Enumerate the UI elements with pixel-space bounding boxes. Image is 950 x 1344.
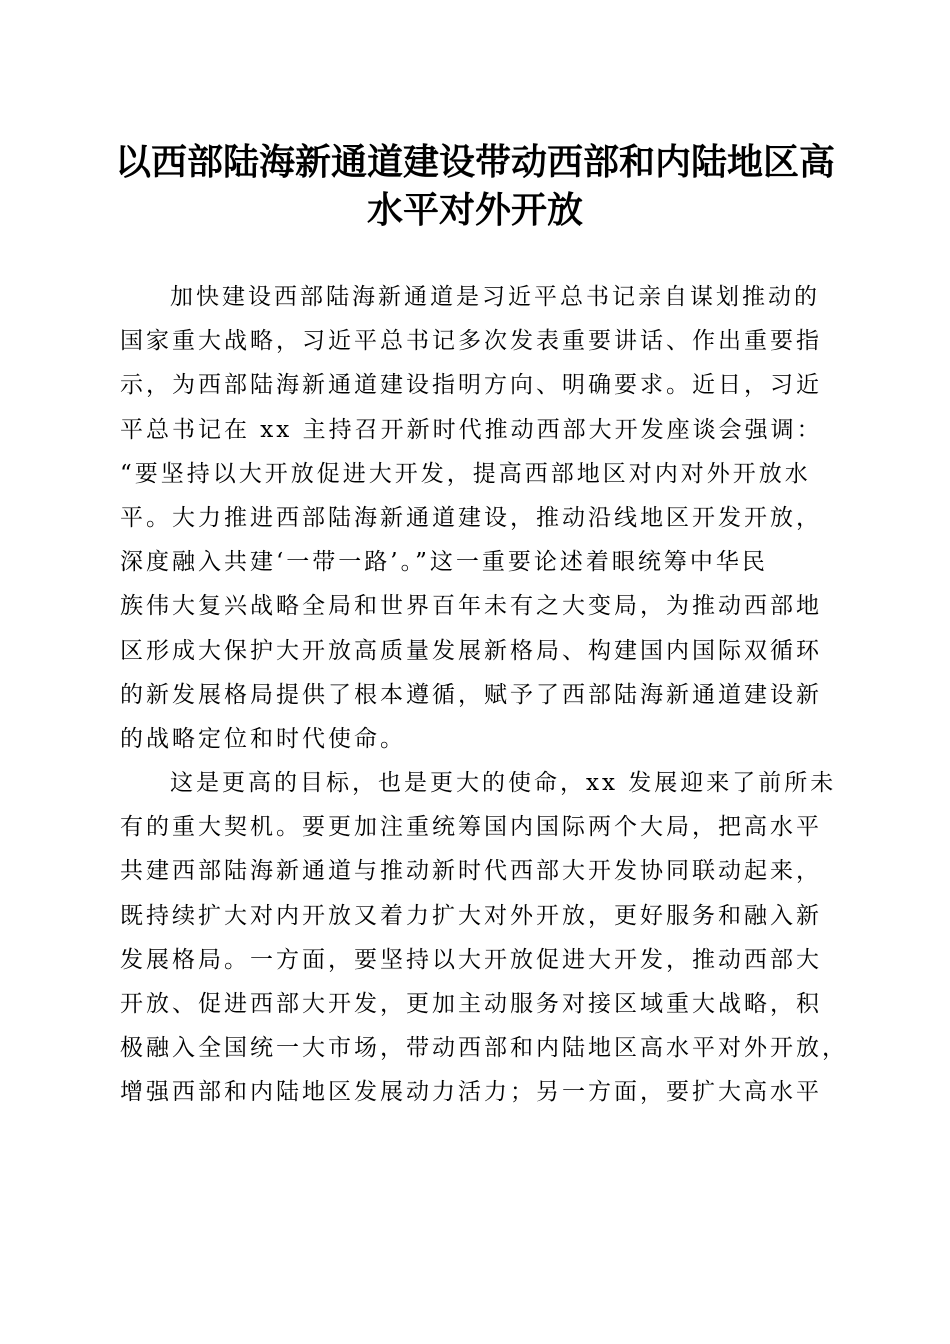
paragraph-line: 平总书记在 xx 主持召开新时代推动西部大开发座谈会强调： <box>120 416 823 443</box>
paragraph-2 <box>120 761 848 1115</box>
paragraph-line: 区形成大保护大开放高质量发展新格局、构建国内国际双循环 <box>120 637 822 664</box>
paragraph-line: 既持续扩大对内开放又着力扩大对外开放，更好服务和融入新 <box>120 902 822 929</box>
paragraph-line: 有的重大契机。要更加注重统筹国内国际两个大局，把高水平 <box>120 814 822 841</box>
paragraph-line: 的新发展格局提供了根本遵循，赋予了西部陆海新通道建设新 <box>120 681 822 708</box>
paragraph-line: 的战略定位和时代使命。 <box>120 725 406 752</box>
paragraph-line: 深度融入共建‘一带一路’。”这一重要论述着眼统筹中华民 <box>120 549 768 576</box>
paragraph-line: 这是更高的目标，也是更大的使命，xx 发展迎来了前所未 <box>170 770 837 797</box>
document-title <box>110 138 840 234</box>
title-line-1: 以西部陆海新通道建设带动西部和内陆地区高 <box>114 141 835 183</box>
title-line-2: 水平对外开放 <box>366 189 583 231</box>
paragraph-line: 增强西部和内陆地区发展动力活力；另一方面，要扩大高水平 <box>120 1079 822 1106</box>
paragraph-line: 加快建设西部陆海新通道是习近平总书记亲自谋划推动的 <box>170 284 820 310</box>
paragraph-line: “要坚持以大开放促进大开发，提高西部地区对内对外开放水 <box>120 460 811 487</box>
paragraph-line: 示，为西部陆海新通道建设指明方向、明确要求。近日，习近 <box>120 372 822 399</box>
paragraph-line: 极融入全国统一大市场，带动西部和内陆地区高水平对外开放， <box>120 1035 848 1062</box>
paragraph-line: 国家重大战略，习近平总书记多次发表重要讲话、作出重要指 <box>120 328 822 355</box>
paragraph-line: 共建西部陆海新通道与推动新时代西部大开发协同联动起来， <box>120 858 822 885</box>
paragraph-line: 平。大力推进西部陆海新通道建设，推动沿线地区开发开放， <box>120 504 822 531</box>
paragraph-1 <box>120 275 835 761</box>
paragraph-line: 开放、促进西部大开发，更加主动服务对接区域重大战略，积 <box>120 991 822 1017</box>
document-body <box>120 275 848 1115</box>
paragraph-line: 发展格局。一方面，要坚持以大开放促进大开发，推动西部大 <box>120 946 822 973</box>
paragraph-line: 族伟大复兴战略全局和世界百年未有之大变局，为推动西部地 <box>120 593 822 620</box>
